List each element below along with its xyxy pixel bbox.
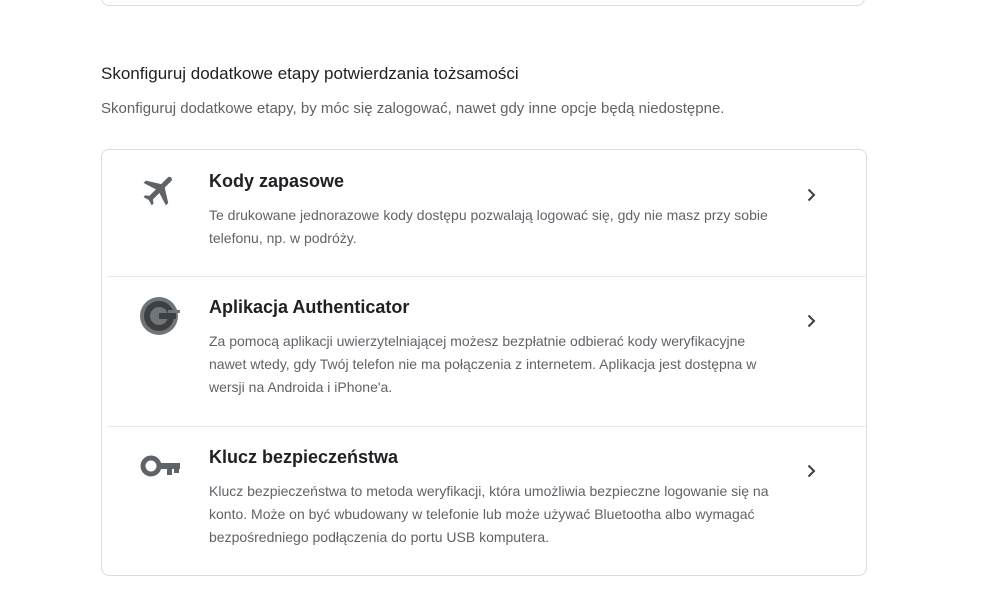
section-title: Skonfiguruj dodatkowe etapy potwierdzania tożsamości: [101, 64, 519, 83]
option-description: Klucz bezpieczeństwa to metoda weryfikacji, która umożliwia bezpieczne logowanie się na konto. Może on być wbudowany w telefonie lub może używać Bluetootha albo wymagać bezpośredniego podłączenia do portu USB komputera.: [209, 483, 769, 545]
authenticator-icon: [140, 296, 180, 336]
option-title: Klucz bezpieczeństwa: [209, 447, 399, 467]
option-description: Za pomocą aplikacji uwierzytelniającej możesz bezpłatnie odbierać kody weryfikacyjne nawet wtedy, gdy Twój telefon nie ma połączenia z internetem. Aplikacja jest dostępna w wersji na Androida i iPhone'a.: [209, 333, 757, 395]
option-description: Te drukowane jednorazowe kody dostępu pozwalają logować się, gdy nie masz przy sobie telefonu, np. w podróży.: [209, 207, 768, 246]
chevron-right-icon: [802, 462, 820, 480]
airplane-icon: [140, 170, 180, 210]
option-security-key[interactable]: [102, 426, 866, 576]
key-icon: [140, 448, 180, 488]
section-subtitle: Skonfiguruj dodatkowe etapy, by móc się zalogować, nawet gdy inne opcje będą niedostępne.: [101, 100, 725, 117]
option-authenticator-app[interactable]: [102, 276, 866, 426]
option-title: Kody zapasowe: [209, 171, 345, 191]
previous-card-edge: [101, 0, 865, 6]
verification-options-card: [101, 149, 867, 576]
option-backup-codes[interactable]: [102, 150, 866, 276]
chevron-right-icon: [802, 186, 820, 204]
chevron-right-icon: [802, 312, 820, 330]
option-title: Aplikacja Authenticator: [209, 297, 410, 317]
